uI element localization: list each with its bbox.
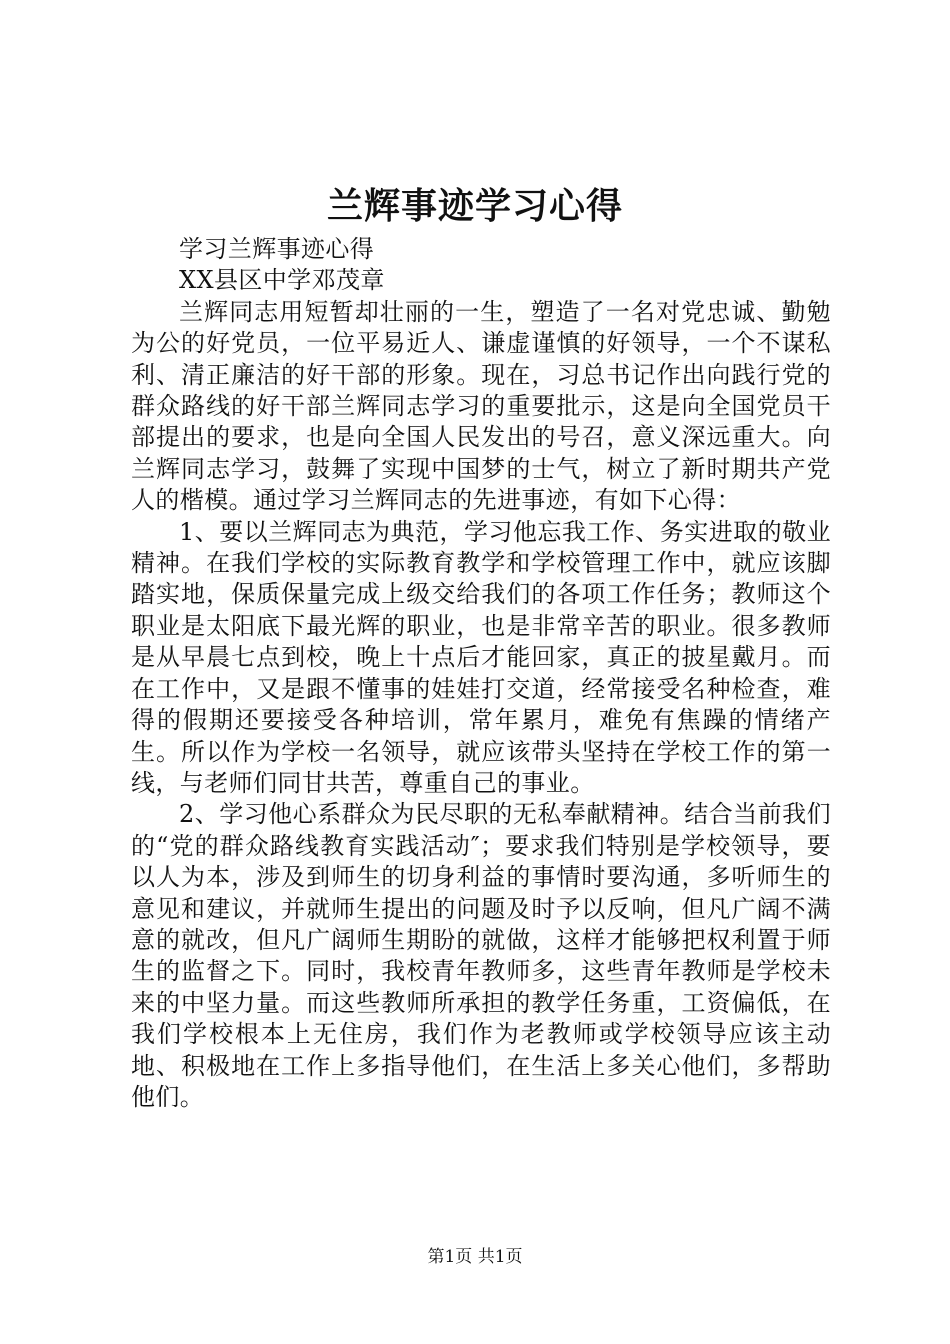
body-paragraph: 兰辉同志用短暂却壮丽的一生，塑造了一名对党忠诚、勤勉为公的好党员，一位平易近人、谦虚谨慎的好领导，一个不谋私利、清正廉洁的好干部的形象。现在，习总书记作出向践行党的群众路线的好干部兰辉同志学习的重要批示，这是向全国党员干部提出的要求，也是向全国人民发出的号召，意义深远重大。向兰辉同志学习，鼓舞了实现中国梦的士气，树立了新时期共产党人的楷模。通过学习兰辉同志的先进事迹，有如下心得： bbox=[131, 297, 831, 515]
subtitle-line: 学习兰辉事迹心得 bbox=[179, 235, 375, 263]
author-line: XX县区中学邓茂章 bbox=[179, 266, 385, 295]
body-paragraph: 1、要以兰辉同志为典范，学习他忘我工作、务实进取的敬业精神。在我们学校的实际教育教学和学校管理工作中，就应该脚踏实地，保质保量完成上级交给我们的各项工作任务；教师这个职业是太阳底下最光辉的职业，也是非常辛苦的职业。很多教师是从早晨七点到校，晚上十点后才能回家，真正的披星戴月。而在工作中，又是跟不懂事的娃娃打交道，经常接受名种检查，难得的假期还要接受各种培训，常年累月，难免有焦躁的情绪产生。所以作为学校一名领导，就应该带头坚持在学校工作的第一线，与老师们同甘共苦，尊重自己的事业。 bbox=[131, 517, 831, 797]
body-paragraph: 2、学习他心系群众为民尽职的无私奉献精神。结合当前我们的“党的群众路线教育实践活动″；要求我们特别是学校领导，要以人为本，涉及到师生的切身利益的事情时要沟通，多听师生的意见和建议，并就师生提出的问题及时予以反响，但凡广阔不满意的就改，但凡广阔师生期盼的就做，这样才能够把权利置于师生的监督之下。同时，我校青年教师多，这些青年教师是学校未来的中坚力量。而这些教师所承担的教学任务重，工资偏低，在我们学校根本上无住房，我们作为老教师或学校领导应该主动地、积极地在工作上多指导他们，在生活上多关心他们，多帮助他们。 bbox=[131, 800, 831, 1111]
page-title: 兰辉事迹学习心得 bbox=[326, 185, 623, 227]
document-body bbox=[131, 234, 831, 1113]
page-footer: 第1页 共1页 bbox=[427, 1247, 523, 1267]
